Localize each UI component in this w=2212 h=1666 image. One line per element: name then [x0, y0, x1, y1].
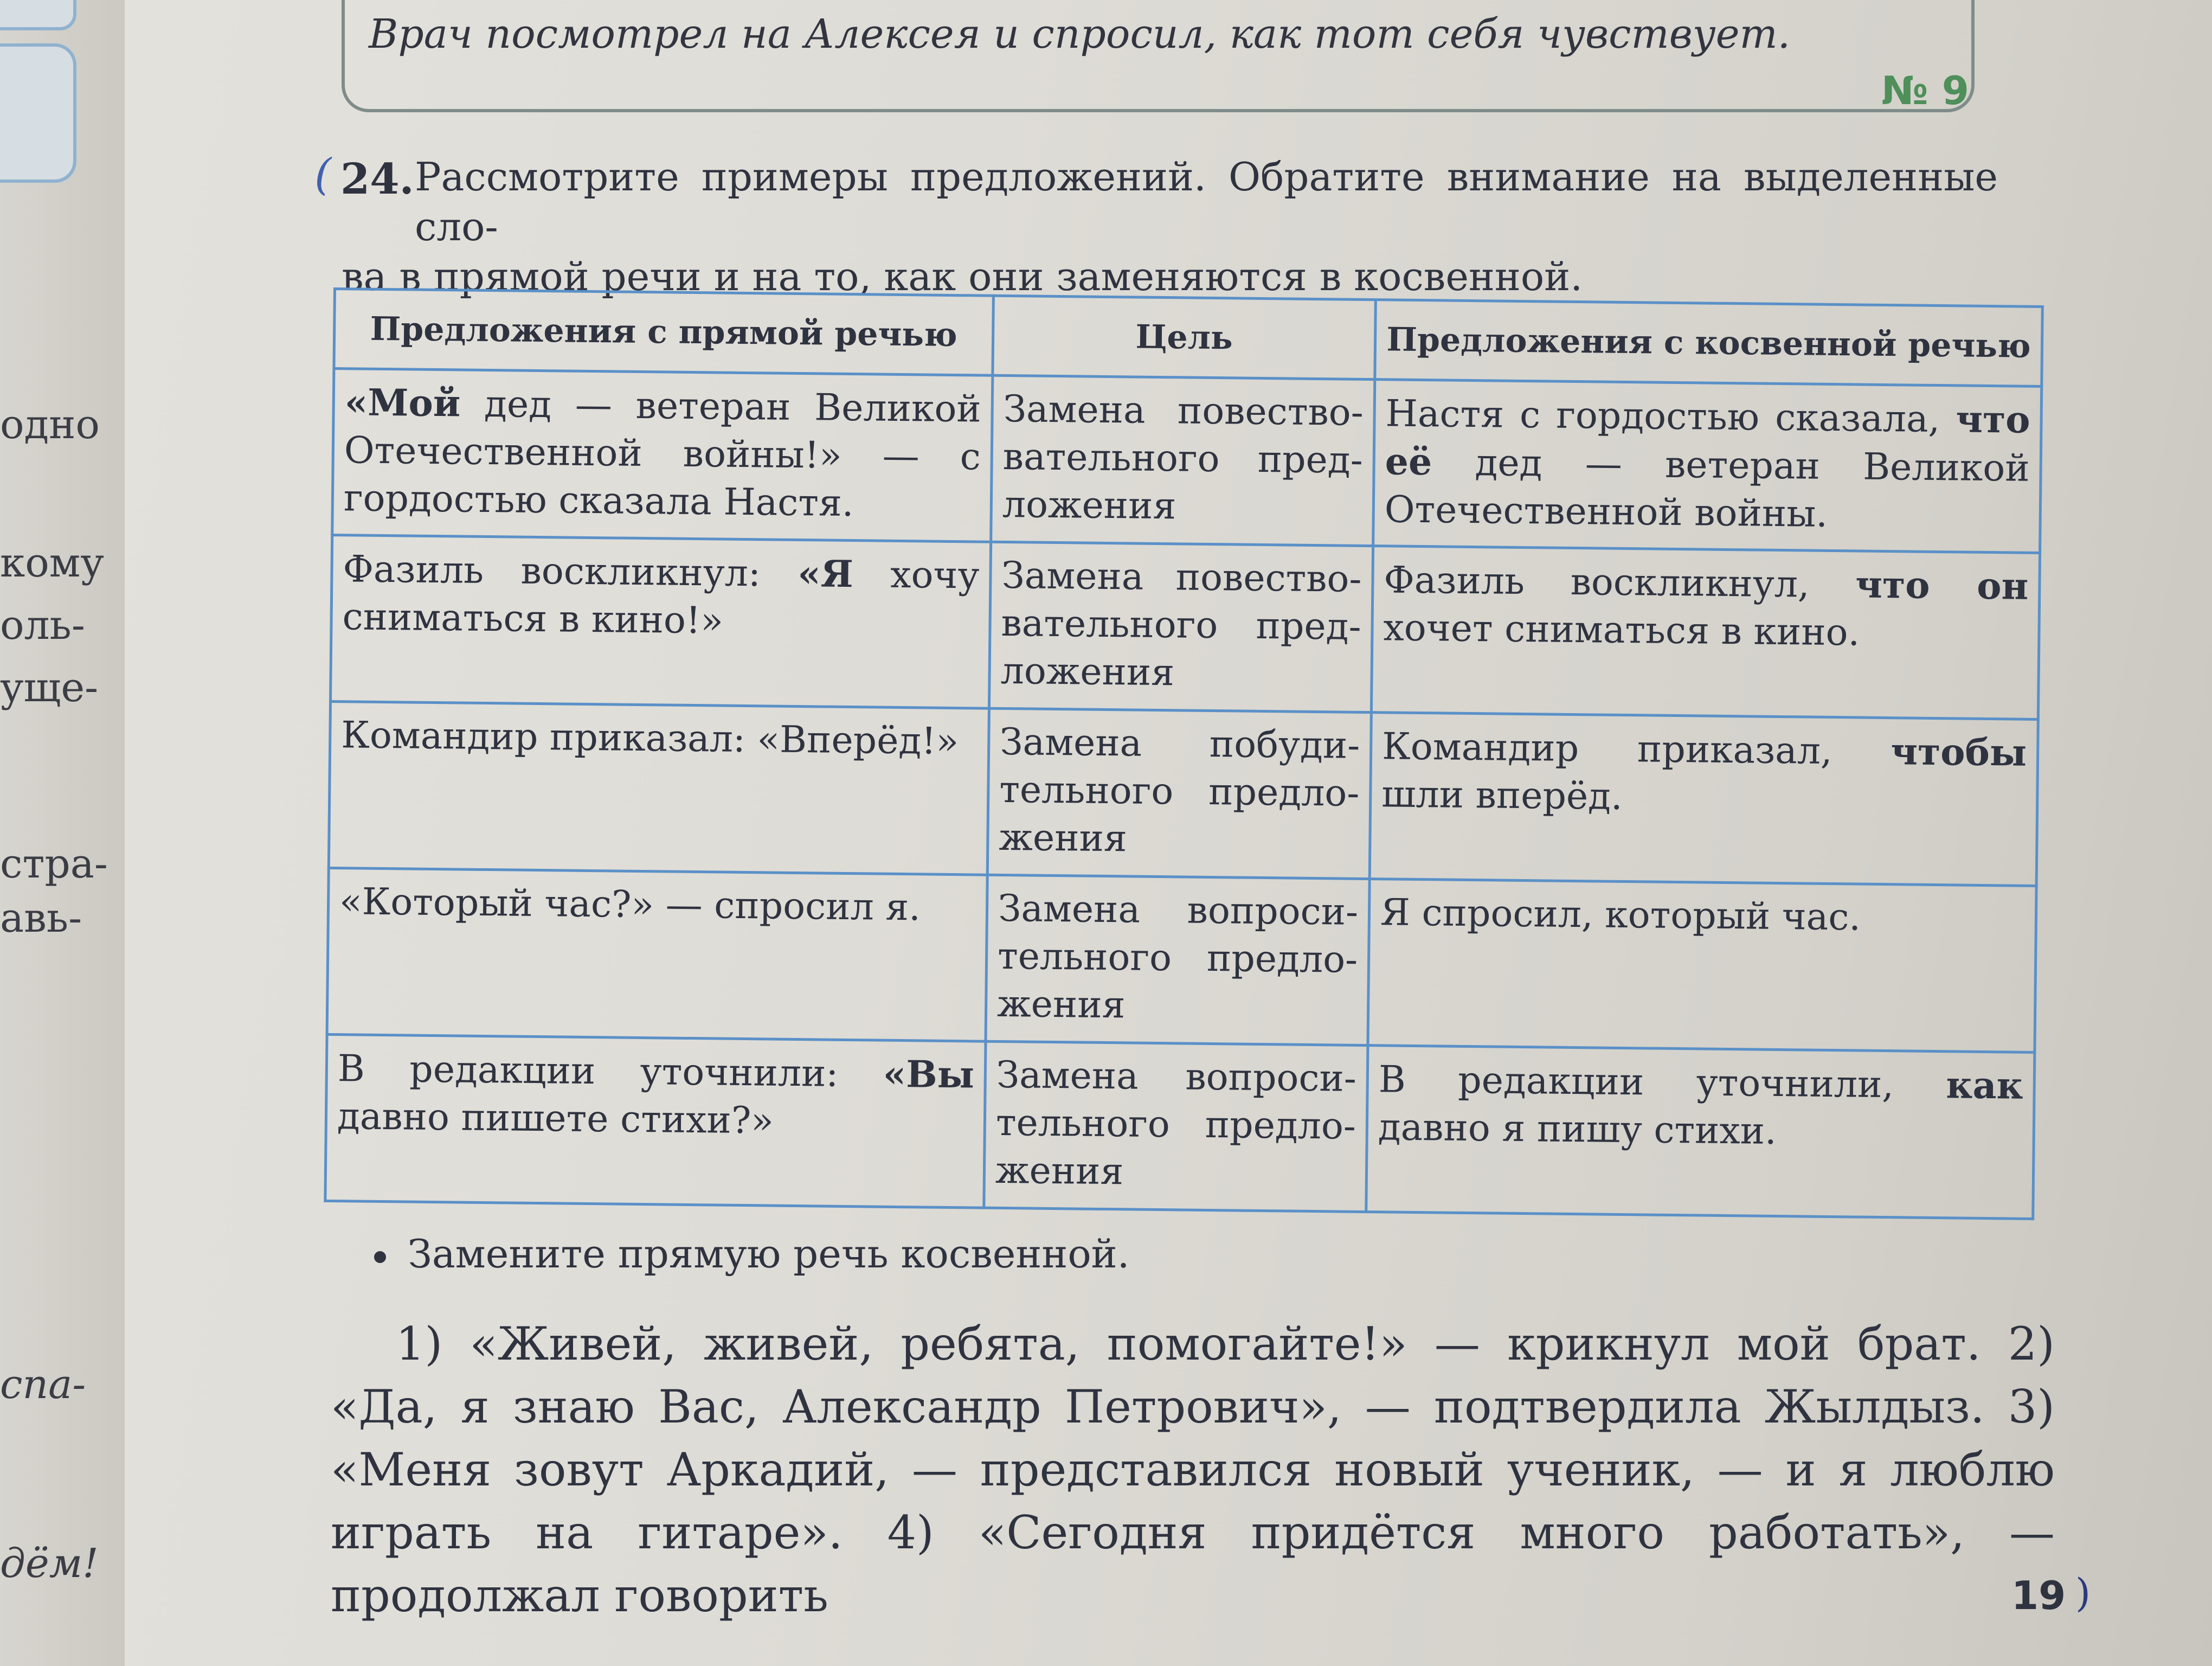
- cell-text: шли вперёд.: [1381, 773, 1623, 818]
- speech-table: [324, 287, 2043, 1220]
- task-number: 24.: [340, 155, 414, 204]
- margin-word: спа-: [0, 1361, 86, 1408]
- column-header: Предложения с прямой речью: [334, 289, 993, 376]
- margin-word: одно: [0, 401, 100, 448]
- margin-word: оль-: [0, 602, 85, 649]
- left-page-edge: [0, 0, 125, 1666]
- goal-cell: Замена повество-вательного пред-ложения: [991, 375, 1375, 546]
- cell-text: Фазиль воскликнул,: [1384, 559, 1856, 607]
- pen-mark: (: [314, 149, 332, 200]
- cell-text: дед — ветеран Великой Отечественной войны.: [1384, 441, 2030, 536]
- highlighted-word: «Вы: [883, 1052, 975, 1097]
- page-number: 19: [2011, 1573, 2066, 1618]
- highlighted-word: «Мой: [344, 381, 461, 426]
- direct-speech-cell: [331, 535, 991, 709]
- bullet-instruction: [374, 1231, 1130, 1277]
- margin-word: кому: [0, 540, 104, 586]
- task-line: Рассмотрите примеры предложений. Обратите внимание на выделенные сло-: [415, 154, 1998, 249]
- pen-mark: ): [2075, 1570, 2091, 1616]
- table-row: [332, 369, 2042, 553]
- example-sentence: Врач посмотрел на Алексея и спросил, как тот себя чувствует.: [369, 11, 1791, 57]
- margin-word: авь-: [0, 895, 82, 941]
- column-header: Цель: [993, 296, 1376, 379]
- indirect-speech-cell: Я спросил, который час.: [1368, 879, 2036, 1053]
- left-page-frame: [0, 0, 76, 30]
- table-row: [327, 868, 2036, 1052]
- highlighted-word: как: [1946, 1063, 2024, 1108]
- goal-cell: Замена вопроси-тельного предло-жения: [986, 875, 1369, 1045]
- goal-cell: Замена повество-вательного пред-ложения: [989, 542, 1373, 712]
- direct-speech-cell: [332, 369, 993, 542]
- indirect-speech-cell: [1371, 546, 2040, 720]
- exercise-text: 1) «Живей, живей, ребята, помогайте!» — крикнул мой брат. 2) «Да, я знаю Вас, Александр Петрович», — подтвердила Жылдыз. 3) «Меня зовут Аркадий, — представился новый ученик, — и я люблю играть на гитаре». 4) «Сегодня придётся много работать», — продолжал говорить: [331, 1317, 2055, 1622]
- bullet-text: Замените прямую речь косвенной.: [408, 1231, 1130, 1277]
- indirect-speech-cell: [1369, 713, 2038, 886]
- table-row: [325, 1034, 2035, 1219]
- highlighted-word: что он: [1855, 563, 2029, 608]
- indirect-speech-cell: [1373, 380, 2042, 553]
- cell-text: Настя с гордостью сказала,: [1385, 392, 1956, 441]
- task-line: ва в прямой речи и на то, как они заменяются в косвенной.: [342, 254, 1583, 299]
- example-number: № 9: [1881, 68, 1969, 113]
- highlighted-word: чтобы: [1890, 730, 2027, 775]
- cell-text: давно пишете стихи?»: [337, 1095, 774, 1143]
- highlighted-word: «Я: [797, 552, 854, 597]
- cell-text: хочет сниматься в кино.: [1383, 606, 1860, 655]
- cell-text: Фазиль воскликнул:: [343, 548, 798, 595]
- column-header: Предложения с косвенной речью: [1375, 300, 2042, 387]
- direct-speech-cell: «Который час?» — спросил я.: [327, 868, 987, 1041]
- cell-text: давно я пишу стихи.: [1378, 1106, 1777, 1153]
- highlighted-word: что её: [1385, 398, 2031, 484]
- bullet-icon: [374, 1251, 386, 1263]
- cell-text: Командир приказал,: [1381, 725, 1891, 774]
- cell-text: В редакции уточнили,: [1378, 1058, 1946, 1107]
- table-row: [329, 701, 2038, 886]
- margin-word: уще-: [0, 664, 99, 711]
- goal-cell: Замена побуди-тельного предло-жения: [987, 708, 1371, 879]
- cell-text: хочу сниматься в кино!»: [342, 553, 980, 643]
- margin-word: стра-: [0, 841, 108, 887]
- left-page-frame: [0, 43, 76, 183]
- cell-text: дед — ветеран Великой Отечественной войны!» — с гордостью сказала Настя.: [343, 382, 982, 526]
- table-row: [331, 535, 2040, 720]
- direct-speech-cell: [325, 1034, 986, 1208]
- indirect-speech-cell: [1366, 1046, 2035, 1219]
- goal-cell: Замена вопроси-тельного предло-жения: [984, 1041, 1368, 1212]
- direct-speech-cell: Командир приказал: «Вперёд!»: [329, 701, 989, 875]
- cell-text: В редакции уточнили:: [337, 1047, 884, 1096]
- margin-word: дём!: [0, 1540, 99, 1587]
